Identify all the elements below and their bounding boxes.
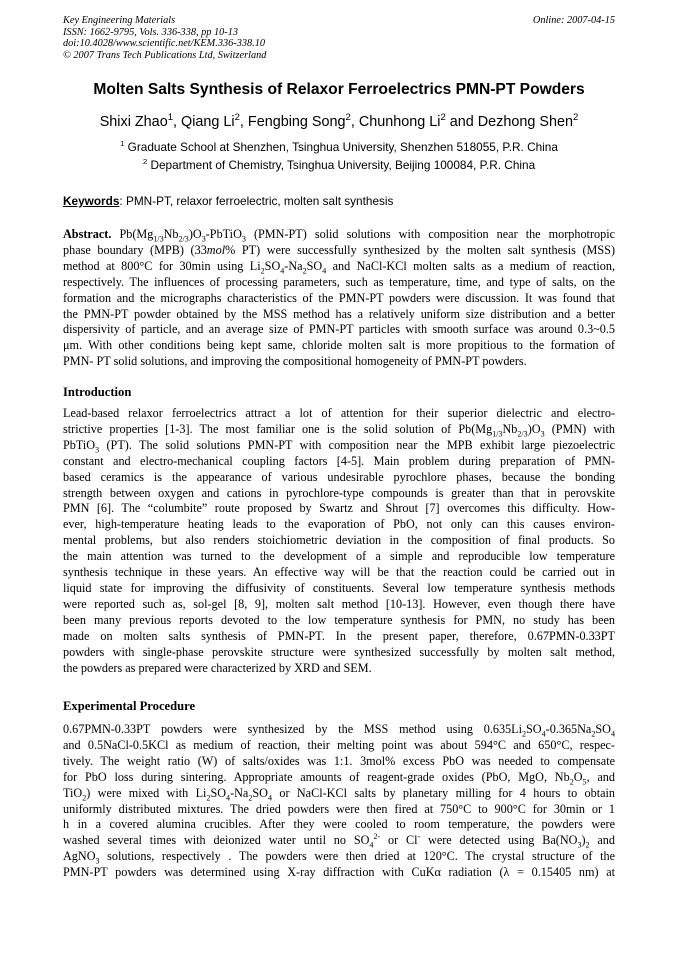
- text-line: constant and electro-mechanical coupling factors [4-5]. Main problem during preparation of PMN-: [63, 453, 615, 468]
- text-line: Abstract. $Pb(Mg_{1/3}Nb_{2/3})O_3-PbTiO_3$ (PMN-PT) solid solutions with composition near the morphotropic: [63, 227, 615, 244]
- text-line: AgNO$_3$ solutions, respectively . The powders were then dried at 120°C. The crystal structure of the: [63, 849, 615, 866]
- doi-line: doi:10.4028/www.scientific.net/KEM.336-338.10: [63, 38, 266, 50]
- text-line: uniformly distributed mixtures. The dried powders were then fired at 750°C to 900°C for 30min or 1: [63, 801, 615, 816]
- text-line: 0.67PMN-0.33PT powders were synthesized by the MSS method using $0.635Li_2SO_4-0.365Na_2SO_4$: [63, 722, 615, 739]
- text-line: PbTiO$_3$ (PT). The solid solutions PMN-PT with composition near the MPB exhibit large piezoelectric: [63, 437, 615, 455]
- paper-title: Molten Salts Synthesis of Relaxor Ferroelectrics PMN-PT Powders: [93, 81, 585, 98]
- text-line: formation and the micrographs characteristics of the PMN-PT powders were discussion. It was found that: [63, 290, 615, 305]
- author-affiliation-mark: 2: [440, 112, 446, 124]
- affiliation-text: Graduate School at Shenzhen, Tsinghua University, Shenzhen 518055, P.R. China: [124, 140, 558, 154]
- issn-line: ISSN: 1662-9795, Vols. 336-338, pp 10-13: [63, 26, 239, 38]
- online-date: Online: 2007-04-15: [532, 15, 615, 26]
- author-separator: ,: [239, 114, 248, 130]
- author-affiliation-mark: 2: [345, 112, 351, 124]
- text-line: μm. With other conditions being kept same, chloride molten salt is more propitious to the formation of: [63, 338, 615, 353]
- abstract: [63, 227, 615, 370]
- author-affiliation-mark: 1: [167, 112, 173, 124]
- author-name: Chunhong Li: [358, 114, 441, 130]
- text-line: PMN- PT solid solutions, and improving the compositional homogeneity of PMN-PT powders.: [63, 354, 527, 369]
- affiliation-1: [40, 140, 638, 154]
- text-line: liquid state for improving the diffusivity of constituents. Several low temperature synthesis methods: [63, 580, 615, 595]
- author-affiliation-mark: 2: [234, 112, 240, 124]
- text-line: strength between oxygen and cations in pyrochlore-type compounds is greater than that in perovskite: [63, 485, 615, 500]
- text-line: been many previous reports devoted to the low temperature synthesis for PMN, no study has been: [63, 612, 615, 627]
- text-line: respectively. The influences of processing parameters, such as temperature, time, and type of salts, on the: [63, 274, 615, 289]
- text-line: were reported such as, sol-gel [8, 9], molten salt method [10-13]. However, even though there have: [63, 596, 615, 611]
- text-line: and 0.5NaCl-0.5KCl as medium of reaction, their melting point was about 594°C and 650°C, respec-: [63, 737, 615, 752]
- text-line: the PMN-PT powder obtained by the MSS method has a relatively uniform size distribution and a better: [63, 306, 615, 321]
- text-line: h in a covered alumina crucibles. After they were cooled to room temperature, the powders were: [63, 817, 615, 832]
- author-separator: ,: [173, 114, 181, 130]
- text-line: for PbO loss during sintering. Appropriate amounts of reagent-grade oxides (PbO, MgO, $Nb_2O_5$, and: [63, 769, 615, 787]
- experimental-heading: Experimental Procedure: [63, 699, 196, 713]
- author-separator: and: [445, 114, 478, 130]
- text-line: Lead-based relaxor ferroelectrics attract a lot of attention for their superior dielectric and electro-: [63, 406, 615, 420]
- text-line: TiO$_2$) were mixed with $Li_2SO_4-Na_2SO_4$ or NaCl-KCl salts by planetary milling for 4 hours to obtain: [63, 785, 615, 803]
- text-line: synthesis technique in these years. An effective way will be that the reaction could be carried out in: [63, 565, 615, 580]
- keywords-text: : PMN-PT, relaxor ferroelectric, molten salt synthesis: [119, 194, 394, 208]
- keywords: [63, 194, 393, 208]
- keywords-label: Keywords: [63, 194, 120, 208]
- text-line: tively. The weight ratio (W) of salts/oxides was 1:1. 3mol% excess PbO was needed to compensate: [63, 753, 615, 768]
- text-line: PMN [6]. The “columbite” route proposed by Swartz and Shrout [7] overcomes this difficulty. How-: [63, 501, 615, 516]
- text-line: based ceramics is the appearance of various undesirable pyrochlore phases, because the bonding: [63, 469, 615, 484]
- text-line: the powders as prepared were characterized by XRD and SEM.: [63, 660, 372, 675]
- author-list: [40, 114, 638, 130]
- text-line: phase boundary (MPB) (33mol% PT) were successfully synthesized by the molten salt synthesis (MSS): [63, 242, 616, 257]
- affiliation-number: 2: [142, 157, 148, 167]
- affiliation-2: [40, 158, 638, 172]
- text-line: the main attention was turned to the development of a simple and reproducible low temperature: [63, 549, 615, 564]
- text-line: washed several times with deionized water until no $SO_4^{2-}$ or Cl- were detected using $Ba(NO_3)_2$ and: [63, 832, 615, 850]
- text-line: ever, high-temperature heating leads to the evaporation of PbO, not only can this causes environ-: [63, 517, 615, 532]
- author-name: Shixi Zhao: [99, 114, 168, 130]
- abstract-label: Abstract.: [63, 227, 112, 241]
- author-affiliation-mark: 2: [572, 112, 579, 124]
- copyright-line: © 2007 Trans Tech Publications Ltd, Switzerland: [63, 50, 267, 62]
- author-separator: ,: [350, 114, 359, 130]
- introduction-body: [63, 406, 615, 676]
- text-line: mental problems, but also renders stoichiometric deviation in the composition of final products. So: [63, 533, 615, 548]
- text-line: dispersivity of particle, and an average size of PMN-PT particles with smooth surface was around 0.3~0.5: [63, 322, 615, 337]
- affiliation-text: Department of Chemistry, Tsinghua University, Beijing 100084, P.R. China: [147, 158, 536, 172]
- author-name: Dezhong Shen: [477, 114, 573, 130]
- journal-header: [63, 15, 615, 62]
- author-name: Qiang Li: [181, 114, 235, 130]
- introduction-heading: Introduction: [63, 385, 132, 399]
- author-name: Fengbing Song: [247, 114, 346, 130]
- journal-name: Key Engineering Materials: [63, 15, 176, 26]
- text-line: strictive properties [1-3]. The most familiar one is the solid solution of $Pb(Mg_{1/3}Nb_{2/3})O_3$ (PMN) with: [63, 421, 616, 439]
- text-line: PMN-PT powders was determined using X-ray diffraction with CuKα radiation (λ = 0.15405 nm) at: [63, 865, 615, 880]
- text-line: powders with single-phase perovskite structure were synthesized successfully by molten salt method,: [63, 644, 615, 659]
- experimental-body: [63, 722, 615, 881]
- text-line: method at 800°C for 30min using $Li_2SO_4-Na_2SO_4$ and NaCl-KCl molten salts as a medium of reaction,: [63, 258, 615, 276]
- affiliation-number: 1: [120, 139, 125, 149]
- text-line: made on molten salts synthesis of PMN-PT. In the present paper, therefore, 0.67PMN-0.33PT: [63, 628, 615, 643]
